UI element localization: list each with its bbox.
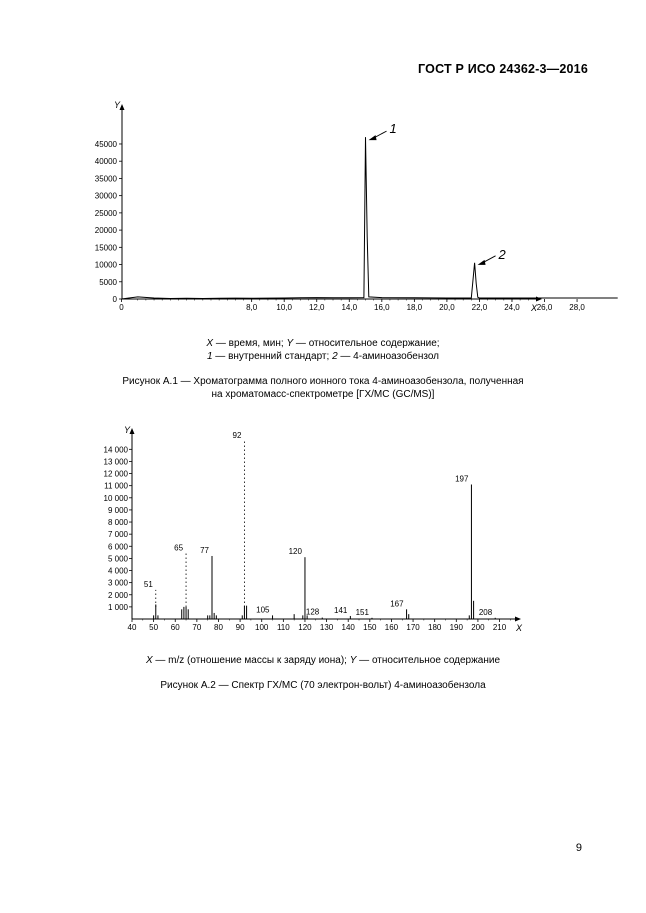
y-tick-label: 5000 <box>99 277 117 287</box>
y-tick-label: 35000 <box>94 174 117 184</box>
peak-mz-label: 92 <box>232 430 242 440</box>
x-tick-label: 90 <box>235 623 245 632</box>
y-axis-label: Y <box>124 425 131 435</box>
y-tick-label: 4 000 <box>107 566 128 576</box>
x-tick-label: 40 <box>127 623 137 632</box>
x-tick-label: 70 <box>192 623 202 632</box>
page-number: 9 <box>575 842 582 854</box>
peak-mz-label: 105 <box>256 605 270 615</box>
x-tick-label: 180 <box>428 623 442 632</box>
y-tick-label: 14 000 <box>103 445 128 455</box>
y-tick-label: 5 000 <box>107 554 128 564</box>
y-tick-label: 11 000 <box>104 481 128 491</box>
x-tick-label: 210 <box>492 623 507 632</box>
y-tick-label: 12 000 <box>103 469 128 479</box>
peak-mz-label: 65 <box>174 543 184 553</box>
y-tick-label: 2 000 <box>107 590 128 600</box>
figure1-caption-line2: на хроматомасс-спектрометре [ГХ/МС (GC/MS)] <box>211 389 435 400</box>
peak1-number: 1 <box>206 351 213 362</box>
y-tick-label: 15000 <box>94 243 117 253</box>
x-tick-label: 160 <box>384 623 399 632</box>
y-tick-label: 3 000 <box>107 578 128 588</box>
y-tick-label: 7 000 <box>107 530 128 540</box>
peak-mz-label: 120 <box>288 547 302 557</box>
x-tick-label: 140 <box>341 623 355 632</box>
peak-mz-label: 77 <box>200 545 209 555</box>
x-tick-label: 26,0 <box>536 303 553 312</box>
peak-mz-label: 208 <box>478 607 493 617</box>
y-tick-label: 6 000 <box>107 542 128 552</box>
y-axis-arrow <box>130 428 135 434</box>
x-axis-description: — время, мин; <box>213 338 287 349</box>
y-tick-label: 20000 <box>94 226 117 236</box>
x-tick-label: 120 <box>298 623 312 632</box>
x-tick-label: 190 <box>449 623 463 632</box>
x-tick-label: 28,0 <box>569 303 585 312</box>
y-tick-label: 1 000 <box>107 602 128 612</box>
x-axis-symbol: X <box>145 655 153 666</box>
y-tick-label: 8 000 <box>107 518 128 528</box>
y-tick-label: 13 000 <box>103 457 128 467</box>
figure1-caption-line1: Рисунок А.1 — Хроматограмма полного ионного тока 4-аминоазобензола, полученная <box>122 376 524 387</box>
y-axis-symbol: Y <box>286 338 294 349</box>
x-tick-label: 80 <box>214 623 223 632</box>
peak2-number: 2 <box>332 351 338 362</box>
x-tick-label: 22,0 <box>471 303 488 312</box>
x-axis-symbol: X <box>206 338 214 349</box>
x-axis-label: X <box>531 303 538 313</box>
y-tick-label: 9 000 <box>107 505 128 515</box>
peak1-label: 1 <box>389 121 397 137</box>
x-tick-label: 170 <box>406 623 420 632</box>
x-tick-label: 110 <box>276 623 290 632</box>
x-tick-label: 24,0 <box>504 303 520 312</box>
x-tick-label: 100 <box>255 623 269 632</box>
x-axis-description: — m/z (отношение массы к заряду иона); <box>152 655 350 666</box>
document-header: ГОСТ Р ИСО 24362-3—2016 <box>418 62 588 76</box>
y-tick-label: 10 000 <box>103 493 128 503</box>
x-tick-label: 18,0 <box>406 303 423 312</box>
peak1-description: — внутренний стандарт; <box>212 351 333 362</box>
x-tick-label: 0 <box>119 303 124 312</box>
x-tick-label: 20,0 <box>439 303 455 312</box>
x-axis-label: X <box>516 623 523 633</box>
x-tick-label: 200 <box>471 623 485 632</box>
y-axis-description: — относительное содержание <box>356 655 501 666</box>
x-axis-arrow <box>515 617 521 622</box>
y-axis-label: Y <box>114 100 121 110</box>
peak2-label: 2 <box>498 246 506 262</box>
x-tick-label: 60 <box>170 623 180 632</box>
y-tick-label: 0 <box>112 295 117 304</box>
x-tick-label: 10,0 <box>276 303 292 312</box>
peak-mz-label: 51 <box>143 579 153 589</box>
x-tick-label: 50 <box>149 623 159 632</box>
peak-mz-label: 197 <box>455 474 469 484</box>
peak-mz-label: 167 <box>390 599 404 609</box>
x-tick-label: 150 <box>363 623 377 632</box>
y-tick-label: 40000 <box>94 157 117 167</box>
y-tick-label: 30000 <box>94 191 117 201</box>
y-axis-description: — относительное содержание; <box>293 338 440 349</box>
peak-mz-label: 141 <box>334 605 348 615</box>
x-tick-label: 16,0 <box>374 303 390 312</box>
figure2-legend <box>0 654 646 667</box>
x-tick-label: 8,0 <box>246 303 258 312</box>
y-tick-label: 25000 <box>94 208 117 218</box>
y-axis-symbol: Y <box>349 655 357 666</box>
x-tick-label: 12,0 <box>308 303 325 312</box>
peak2-description: — 4-аминоазобензол <box>337 351 440 362</box>
peak-mz-label: 128 <box>305 607 320 617</box>
peak-mz-label: 151 <box>355 607 369 617</box>
x-tick-label: 130 <box>319 623 334 632</box>
x-tick-label: 14,0 <box>341 303 358 312</box>
figure2-caption: Рисунок А.2 — Спектр ГХ/МС (70 электрон-вольт) 4-аминоазобензола <box>160 680 486 691</box>
y-tick-label: 45000 <box>94 139 117 149</box>
y-tick-label: 10000 <box>94 260 117 270</box>
